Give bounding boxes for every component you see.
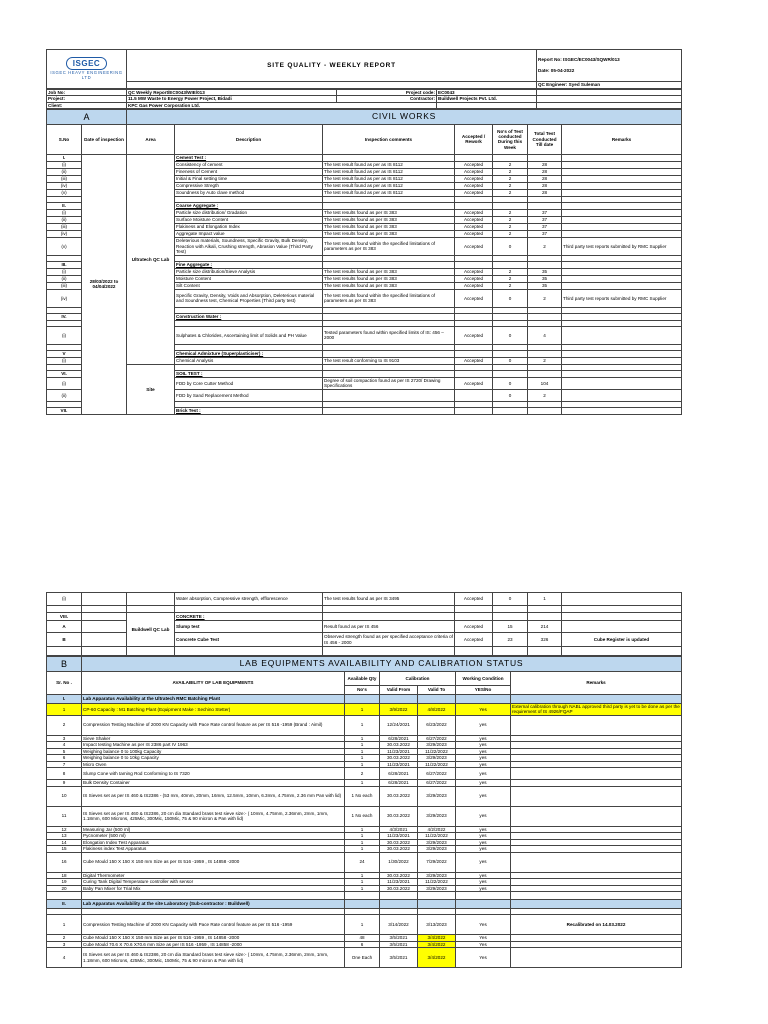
lab-rows-ultratech — [47, 704, 682, 892]
area-buildwell-lab: Buildwell QC Lab — [127, 613, 175, 647]
table-row: 1 Compression Testing Machine of 2000 KN Capacity with Pace Rate control feature as per IS 516 -1959 1 3/14/2022 3/13/2023 Yes Recalibrated on 14.03.2022 — [47, 915, 682, 935]
civil-works-continued — [46, 592, 682, 656]
table-row: II. Coarse Aggregate : — [47, 202, 682, 209]
table-row: 14 Elongation Index Test Apparatus 1 30.03.2022 3/29/2023 yes — [47, 839, 682, 846]
table-row: (i) Particle size distribution/ Gradation The test results found as per IS 383 Accepted 2 37 — [47, 209, 682, 216]
table-row: (iii) Silt Content The test results found as per IS 383 Accepted 2 35 — [47, 282, 682, 289]
table-row: (iv) Compressive Stregth The test result found as per as IS 8112 Accepted 2 28 — [47, 182, 682, 189]
table-row: (i) Consistency of cement The test result found as per as IS 8112 Accepted 2 28 — [47, 161, 682, 168]
table-row: 4 Impact testing Machine as per IS 2386 part IV 1963 1 30.03.2022 3/29/2023 yes — [47, 742, 682, 749]
table-row: (ii) Moisture Content The test results found as per IS 383 Accepted 2 35 — [47, 275, 682, 282]
isgec-logo — [47, 50, 127, 89]
col-nos: No's — [345, 686, 380, 695]
col-tests-week: No's of Test conducted During this Week — [493, 124, 528, 154]
col-sno: S.No — [47, 124, 82, 154]
client-name: KPC Gas Power Corporation Ltd. — [127, 102, 437, 108]
table-row: 7 Micro Oven 1 11/23/2021 11/22/2022 yes — [47, 761, 682, 768]
col-qty: Available Qty — [345, 672, 380, 686]
section-a-letter: A — [47, 109, 127, 124]
inspection-date-range: 28/03/2022 to 04/04/2022 — [82, 154, 127, 414]
lab-section-header: I. Lab Apparatus Availability at the Ultratech RMC Batching Plant — [47, 695, 682, 704]
table-row: (iv) Aggregate Impact value The test results found as per IS 383 Accepted 2 37 — [47, 230, 682, 237]
table-row: VII. Brick Test : — [47, 407, 682, 414]
logo-mark: ISGEC — [66, 57, 107, 70]
table-row: IV. Construction Water : — [47, 313, 682, 320]
col-inspection-comments: Inspection comments — [323, 124, 455, 154]
table-row: 1 CP-60 Capacity : M1 Batching Plant (Equipment Make : Sechino Stetter) 1 3/9/2022 4/8/2022 Yes External calibration through NABL approved third party is yet to be done as per the requirement of IS 4926/FQAP — [47, 704, 682, 716]
col-valid-to: Valid To — [418, 686, 456, 695]
table-row: 20 Baby Pan Mixer for Trial Mix 1 30.03.2022 3/29/2023 yes — [47, 885, 682, 892]
table-row: 6 Weighing balance 0 to 10kg Capacity 1 30.03.2022 3/29/2023 yes — [47, 755, 682, 762]
report-number: Report No: ISGEC/EC0043/SQWR/013 — [538, 57, 620, 63]
table-row: 16 Cube Mould 150 X 150 X 150 mm Size as per IS 516 -1959 , IS 14858 -2000 24 1/30/2022 7/29/2022 yes — [47, 852, 682, 872]
table-row: (ii) Fineness of Cement The test result found as per as IS 8112 Accepted 2 28 — [47, 168, 682, 175]
project-label: Project: — [47, 96, 127, 102]
table-row: I. 28/03/2022 to 04/04/2022 Ultratech QC Lab Cement Test : — [47, 154, 682, 161]
table-row: 2 Compression Testing Machine of 2000 KN Capacity with Pace Rate control feature as per IS 516 -1959 (Brand : Aimil) 1 12/24/2021 6/23/2022 yes — [47, 715, 682, 735]
project-code-label: Project code: — [337, 90, 437, 96]
section-b-letter: B — [47, 657, 82, 672]
qc-engineer: QC Engineer: Syed Suleman — [537, 82, 682, 89]
report-date: Date: 05-04-2022 — [538, 67, 575, 73]
table-row: 13 Pycnometer (500 ml) 1 11/23/2021 11/22/2022 yes — [47, 833, 682, 840]
table-row: (ii) FDD by Sand Replacement Method 0 2 — [47, 389, 682, 401]
table-row: A Slump test Result found as per IS 456 Accepted 15 214 — [47, 621, 682, 633]
project-code: EC0043 — [437, 90, 537, 96]
table-row: (i) Water absorption, Compressive strength, efflorescence The test results found as per IS 3495 Accepted 0 1 — [47, 593, 682, 606]
table-row: 9 Bulk Density Container 1 6/28/2021 6/27/2022 yes — [47, 780, 682, 787]
civil-works-table — [46, 109, 682, 415]
contractor-label: Contractor: — [337, 96, 437, 102]
lab-rows-site — [47, 915, 682, 968]
job-no-label: Job No: — [47, 90, 127, 96]
area-ultratech-lab: Ultratech QC Lab — [127, 154, 175, 364]
col-tests-total: Total Test Conducted Till date — [528, 124, 562, 154]
lab-section-header: II. Lab Apparatus Availability at the site Laboratory (Sub-contractor : Buildwell) — [47, 900, 682, 909]
table-row: V Chemical Admixture (Superplasticiser) : — [47, 350, 682, 357]
report-title: SITE QUALITY - WEEKLY REPORT — [127, 50, 537, 82]
col-valid-from: Valid From — [380, 686, 418, 695]
col-working: Working Condition — [456, 672, 511, 686]
table-row: (i) FDD by Core Cutter Method Degree of soil compaction found as per IS 2720/ Drawing Specifications Accepted 0 104 — [47, 377, 682, 389]
col-remarks: Remarks — [562, 124, 682, 154]
col-date: Date of inspection — [82, 124, 127, 154]
table-row: 3 Cube Mould 70.6 X 70.6 X70.6 mm Size as per IS 516 -1959 , IS 14858 -2000 6 3/5/2021 3/4/2022 Yes — [47, 941, 682, 948]
project-info-table — [46, 89, 682, 109]
table-row: (iii) Flakiness and Elongation Index The test results found as per IS 383 Accepted 2 37 — [47, 223, 682, 230]
table-row: III. Fine Aggregate : — [47, 261, 682, 268]
lab-equipment-title: LAB EQUIPMENTS AVAILABILITY AND CALIBRATION STATUS — [82, 657, 682, 672]
table-row: B Concrete Cube Test Observed strength found as per specified acceptance criteria of IS 456 - 2000 Accepted 23 326 Cube Register is updated — [47, 633, 682, 647]
col-availability: AVAILABILITY OF LAB EQUIPMENTS — [82, 672, 345, 695]
area-site: Site — [127, 364, 175, 414]
lab-equipment-table — [46, 656, 682, 968]
table-row: (v) Deleterious materials, Soundness, Specific Gravity, Bulk Density, Reaction with Alkali, Crushing strength, Abrasion Value (Third Party Test) The test results found within the specified limitations of parameters as per IS 383 Accepted 0 2 Third party test reports submitted by RMC Supplier — [47, 237, 682, 255]
col-accepted: Accepted / Rework — [455, 124, 493, 154]
project-name: 11.5 MW Waste to Energy Power Project, Bidadi — [127, 96, 337, 102]
report-meta — [537, 50, 682, 82]
table-row: (iii) Initial & Final setting time The test result found as per as IS 8112 Accepted 2 28 — [47, 175, 682, 182]
civil-works-rows — [47, 154, 682, 414]
table-row: 4 IS Sieves set as per IS 460 & IS2386, 20 cm dia Standard brass test sieve size:- ( 10mm, 4.75mm, 2.36mm, 2mm, 1mm, 1.18mm, 600 Microns, 425Mic, 300Mic, 150Mic, 75 & 90 micron & Pan with lid) One Each 3/5/2021 3/4/2022 Yes — [47, 948, 682, 968]
civil-works-title: CIVIL WORKS — [127, 109, 682, 124]
table-row: VI. SOIL TEST : — [47, 370, 682, 377]
table-row: 15 Flakiness index Test Apparatus 1 30.03.2022 3/29/2023 yes — [47, 846, 682, 853]
table-row: 5 Weighing balance 0 to 100kg Capacity 1 11/23/2021 11/22/2022 yes — [47, 748, 682, 755]
table-row: 18 Digital Thermometer 1 30.03.2022 3/29/2023 yes — [47, 872, 682, 879]
col-lab-remarks: Remarks — [511, 672, 682, 695]
report-header-table — [46, 49, 682, 89]
table-row: (i) Chemical Analysis The test result conforming to IS 9103 Accepted 0 2 — [47, 357, 682, 364]
client-label: Client: — [47, 102, 127, 108]
job-no: QC Weekly Report/EC0043/WIE/013 — [127, 90, 337, 96]
col-yes-no: YES/No — [456, 686, 511, 695]
report-page-1 — [46, 49, 681, 415]
table-row: (iv) Specific Gravity, Density, Voids and Absorption, Deleterious material and Soundness test, Chemical Properties (Third party test) The test results found within the specified limitations of parameters as per IS 383 Accepted 0 2 Third party test reports submitted by RMC Supplier — [47, 289, 682, 307]
table-row: 3 Sieve Shaker 1 6/28/2021 6/27/2022 yes — [47, 735, 682, 742]
logo-subtitle: ISGEC HEAVY ENGINEERING LTD — [50, 70, 123, 81]
report-page-2 — [46, 592, 681, 968]
table-row: 10 IS Sieves set as per IS 460 & IS2386 - (53 mm, 40mm, 20mm, 16mm, 12.5mm, 10mm, 6.3mm, 4.75mm, 2.36 mm Pan with lid) 1 No each 30.03.2022 3/29/2023 yes — [47, 786, 682, 806]
table-row: VIII. Buildwell QC Lab CONCRETE : — [47, 613, 682, 621]
table-row: (i) Particle size distribution/Sieve Analysis The test results found as per IS 383 Accepted 2 35 — [47, 268, 682, 275]
table-row: (ii) Surface Moisture Content The test results found as per IS 383 Accepted 2 37 — [47, 216, 682, 223]
table-row: (i) Sulphates & Chlorides, Ascertaining limit of Solids and PH Value Tested parameters found within specified limits of IS: 456 – 2000 Accepted 0 4 — [47, 326, 682, 344]
col-area: Area — [127, 124, 175, 154]
table-row: 8 Slump Cone with taming Rod Conforming to IS 7320 2 6/28/2021 6/27/2022 yes — [47, 768, 682, 780]
col-srno: Sr. No . — [47, 672, 82, 695]
col-calibration: Calibration — [380, 672, 456, 686]
table-row: 12 Measuring Jar (500 ml) 1 4/3/2021 4/2/2022 yes — [47, 826, 682, 833]
table-row: 19 Curing Tank Digital Temperature controller with sensor 1 11/23/2021 11/22/2022 yes — [47, 879, 682, 886]
table-row: 11 IS Sieves set as per IS 460 & IS2386, 20 cm dia Standard brass test sieve size:- ( 10mm, 4.75mm, 2.36mm, 2mm, 1mm, 1.18mm, 600 Microns, 425Mic, 300Mic, 150Mic, 75 & 90 micron & Pan with lid) 1 No each 30.03.2022 3/29/2023 yes — [47, 806, 682, 826]
table-row: (v) Soundness by Auto clave method The test result found as per as IS 8112 Accepted 2 28 — [47, 189, 682, 196]
contractor-name: Buildwell Projects Pvt. Ltd. — [437, 96, 537, 102]
col-description: Description — [175, 124, 323, 154]
table-row: 2 Cube Mould 150 X 150 X 150 mm Size as per IS 516 -1959 , IS 14858 -2000 48 3/5/2021 3/4/2022 Yes — [47, 935, 682, 942]
